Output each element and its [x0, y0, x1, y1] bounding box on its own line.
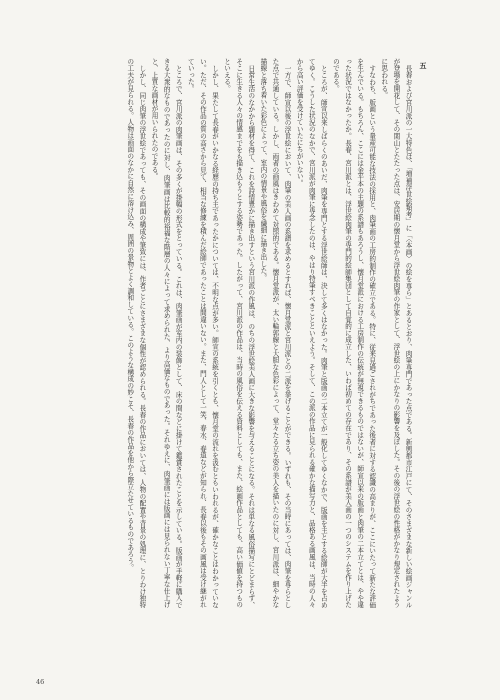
paragraph: 日常生活のなかから題材を得て、これを詩情豊かに描き出すという宮川派の作風は、のちの浮世絵美人画に大きな影響を与えることになる。それは単なる風俗描写にとどまらず、そこに生きる人々の情感までをも描き込もうとする姿勢であった。したがって、宮川派の作品は、当時の風俗を伝える資料としても、また、絵画作品としても、高い価値を持つものといえる。 — [222, 58, 255, 608]
paragraph: 長春および宮川派の一大特色は、「増補浮世絵類考」に「〈本画〉の絵を専ら」とあるとおり、肉筆専門であった点である。新興都市江戸にて、そのさまざまな新しい絵画ジャンルが登場を開花して、その関山とたたった点は、安居期の懐月堂から浮世絵肉筆の作家として、浮世絵の上にかなりの影響を及ぼした。その後の浮世絵の性格がかなり規定されたように思われる。 — [379, 58, 412, 608]
paragraph: しかし、果たして長春がいかなる経歴の持ち主であったかについては、不明な点が多い。師宣の系統を引くとも、懐月堂の流れを汲むともいわれるが、確かなことはわかっていない。ただ、その作品の質の高さから見て、相当な修練を積んだ絵師であったことは間違いない。また、門人として一笑、春水、春道などが知られ、長春以後もその画風は受け継がれていった。 — [186, 58, 219, 608]
paragraph: しかし、同じ肉筆の浮世絵であっても、その画面の構成や筆致には、作者ごとにさまざまな個性が認められる。長春の作品においては、人物の配置や背景の処理に、とりわけ独特の工夫が見られる。人物は画面のなかに自然に溶け込み、周囲の景物とよく調和している。このような構成の妙こそ、長春の作品を他から際立たせているものであろう。 — [125, 58, 146, 608]
paragraph: ところで、宮川派の肉筆画は、その多くが掛幅の形式をとっている。これは、肉筆画が室内の装飾として、床の間などに掛けて鑑賞されたことを示している。版画が手軽に購入できる大衆的なものであったのに対し、肉筆画は比較的裕福な階層の人々によって求められた、より高価なものであった。それゆえに、肉筆画には版画には見られない丁寧な仕上げと、上質な画材が用いられたのである。 — [150, 58, 183, 608]
section-marker: 五 — [419, 62, 428, 69]
paragraph: ところが、師宣以来しばらくのあいだ、肉筆を専門とする浮世絵師は、決して多くはなかった。肉筆と版画の二本立てが一般化してゆくなかで、版画を主とする絵師が大半を占めてゆく。こうした状況のなかで、宮川派が肉筆に専念したのは、やはり特筆すべきことといえよう。そして、この派の作品に見られる確かな描写力と、品格ある画風は、当時の人々から高い評価を受けていたにちがいない。 — [295, 58, 328, 608]
page-number: 46 — [36, 678, 45, 686]
body-text — [124, 58, 414, 608]
paragraph: すなわち、版画という量産可能な技法の採用と、肉筆画の工房的制作の確立である。特に、従来見過ごされがちであった後者に対する認識の高まりが、ここにいたって新たな評価を生んでいる。もちろん、ここには金平本の主題の系譜もあろうし、懐月堂派における工房制作の伝統が無視できるものではないが、師宣以来の版画と肉筆の二本立てとは、やや違った状況ではなかったか。長春、宮川派とは、浮世絵肉筆の専門的絵師集団として自覚的に成立した、いわば初めての存在であり、その系譜が美人画の一つのシステムを作り上げたのである。 — [331, 58, 376, 608]
paragraph: 一方で、師宣以後の浮世絵において、肉筆の美人画の系譜を求めるとすれば、懐月堂派と宮川派との二派を挙げることができる。いずれも、その当時にあっては、肉筆を専らとした点で共通している。しかし、両者の画風はきわめて対照的である。懐月堂派が、太い輪郭線と大胆な色彩によって、堂々たる立ち姿の美人を描いたのに対し、宮川派は、細やかな描線と落ち着いた彩色によって、室内の情景や風俗を繊細に描き出した。 — [258, 58, 292, 608]
